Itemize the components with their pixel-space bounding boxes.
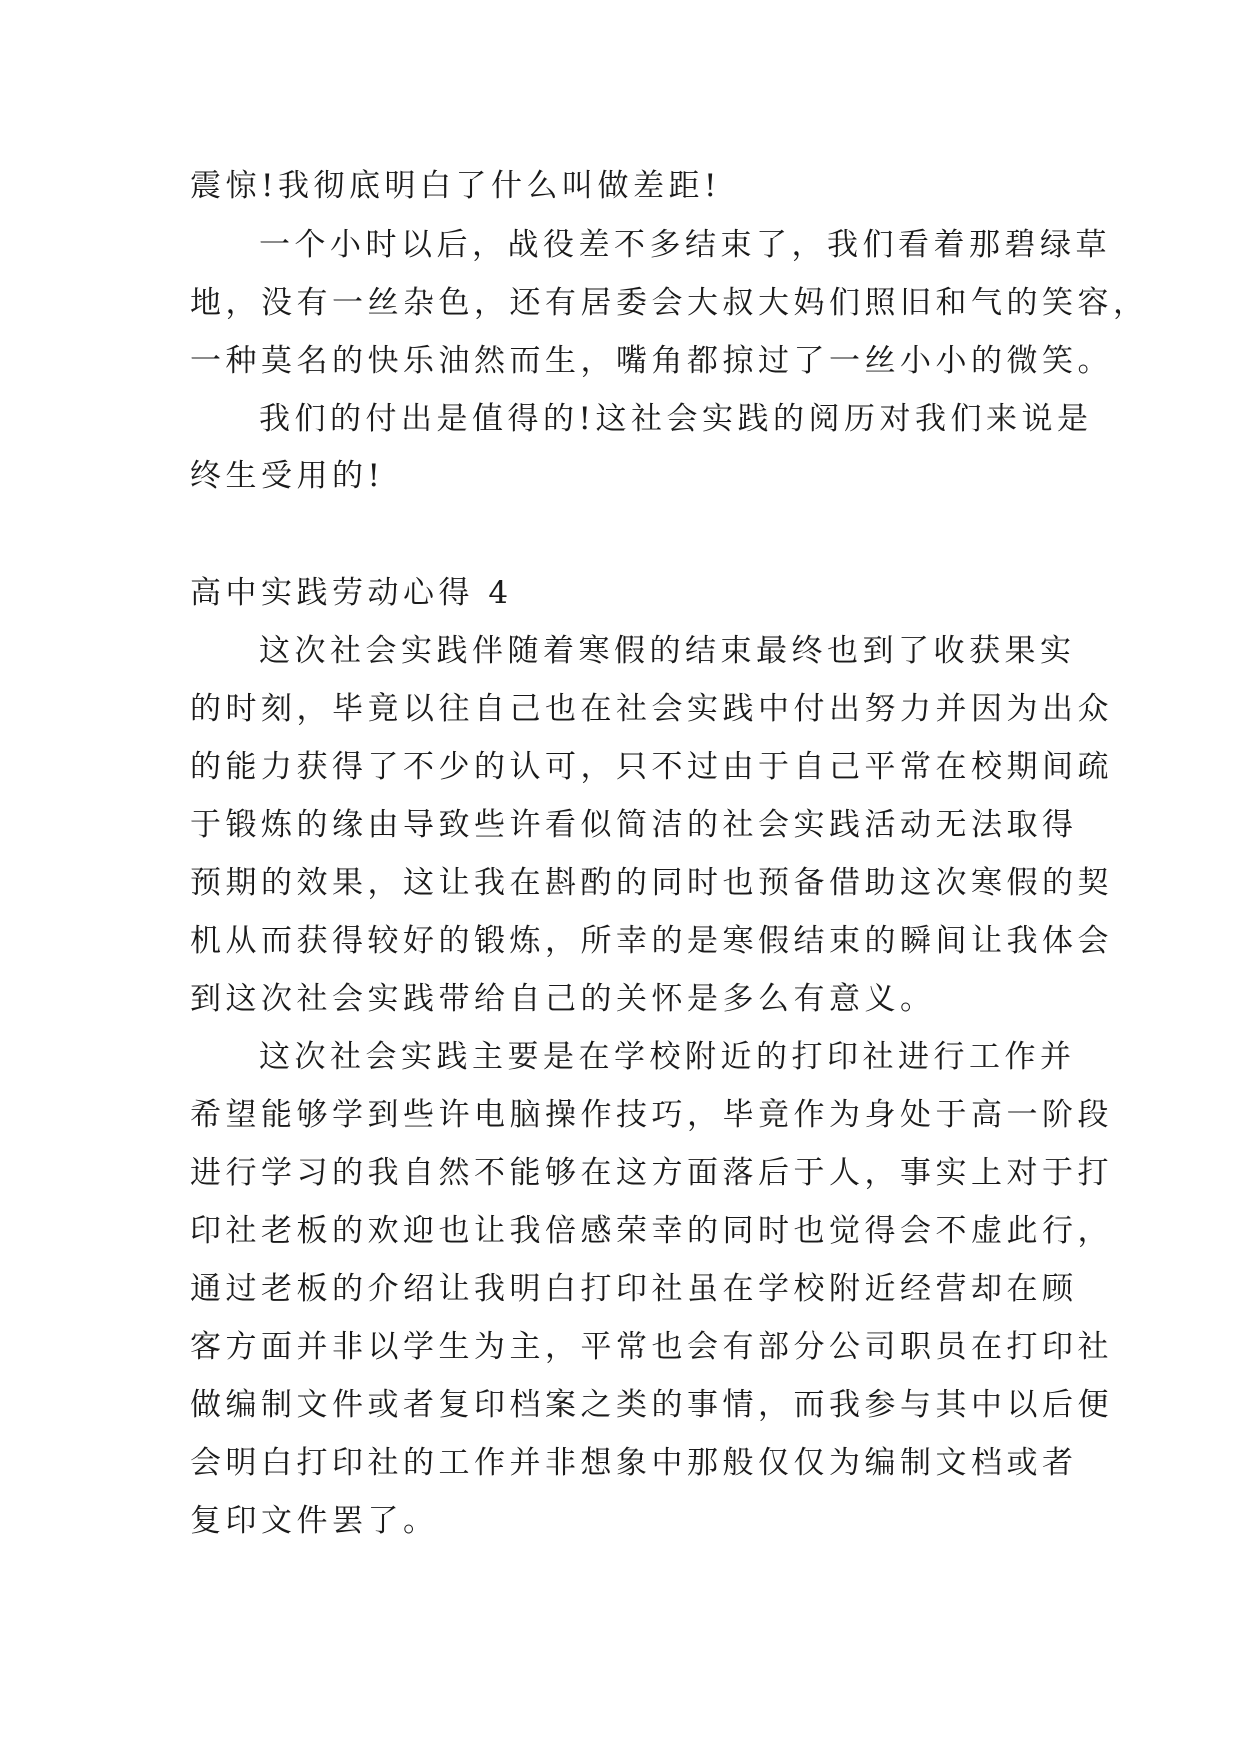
text-line: 进行学习的我自然不能够在这方面落后于人，事实上对于打 — [190, 1155, 1113, 1191]
text-line: 会明白打印社的工作并非想象中那般仅仅为编制文档或者 — [190, 1445, 1078, 1481]
text-line: 一种莫名的快乐油然而生，嘴角都掠过了一丝小小的微笑。 — [190, 343, 1113, 379]
text-line: 的能力获得了不少的认可，只不过由于自己平常在校期间疏 — [190, 749, 1113, 785]
text-line: 预期的效果，这让我在斟酌的同时也预备借助这次寒假的契 — [190, 865, 1113, 901]
text-line: 我们的付出是值得的!这社会实践的阅历对我们来说是 — [259, 401, 1093, 437]
text-line: 这次社会实践主要是在学校附近的打印社进行工作并 — [259, 1039, 1076, 1075]
text-line: 通过老板的介绍让我明白打印社虽在学校附近经营却在顾 — [190, 1271, 1078, 1307]
text-line: 复印文件罢了。 — [190, 1503, 439, 1539]
text-line: 地，没有一丝杂色，还有居委会大叔大妈们照旧和气的笑容， — [190, 285, 1149, 321]
text-line: 印社老板的欢迎也让我倍感荣幸的同时也觉得会不虚此行， — [190, 1213, 1113, 1249]
section-heading: 高中实践劳动心得 4 — [190, 575, 513, 611]
text-line: 这次社会实践伴随着寒假的结束最终也到了收获果实 — [259, 633, 1076, 669]
text-line: 做编制文件或者复印档案之类的事情，而我参与其中以后便 — [190, 1387, 1113, 1423]
text-line: 机从而获得较好的锻炼，所幸的是寒假结束的瞬间让我体会 — [190, 923, 1113, 959]
text-line: 震惊!我彻底明白了什么叫做差距! — [190, 168, 721, 204]
text-line: 希望能够学到些许电脑操作技巧，毕竟作为身处于高一阶段 — [190, 1097, 1113, 1133]
text-line: 于锻炼的缘由导致些许看似简洁的社会实践活动无法取得 — [190, 807, 1078, 843]
text-line: 的时刻，毕竟以往自己也在社会实践中付出努力并因为出众 — [190, 691, 1113, 727]
text-line: 终生受用的! — [190, 458, 385, 494]
text-line: 客方面并非以学生为主，平常也会有部分公司职员在打印社 — [190, 1329, 1113, 1365]
text-line: 到这次社会实践带给自己的关怀是多么有意义。 — [190, 981, 936, 1017]
text-line: 一个小时以后，战役差不多结束了，我们看着那碧绿草 — [259, 227, 1111, 263]
